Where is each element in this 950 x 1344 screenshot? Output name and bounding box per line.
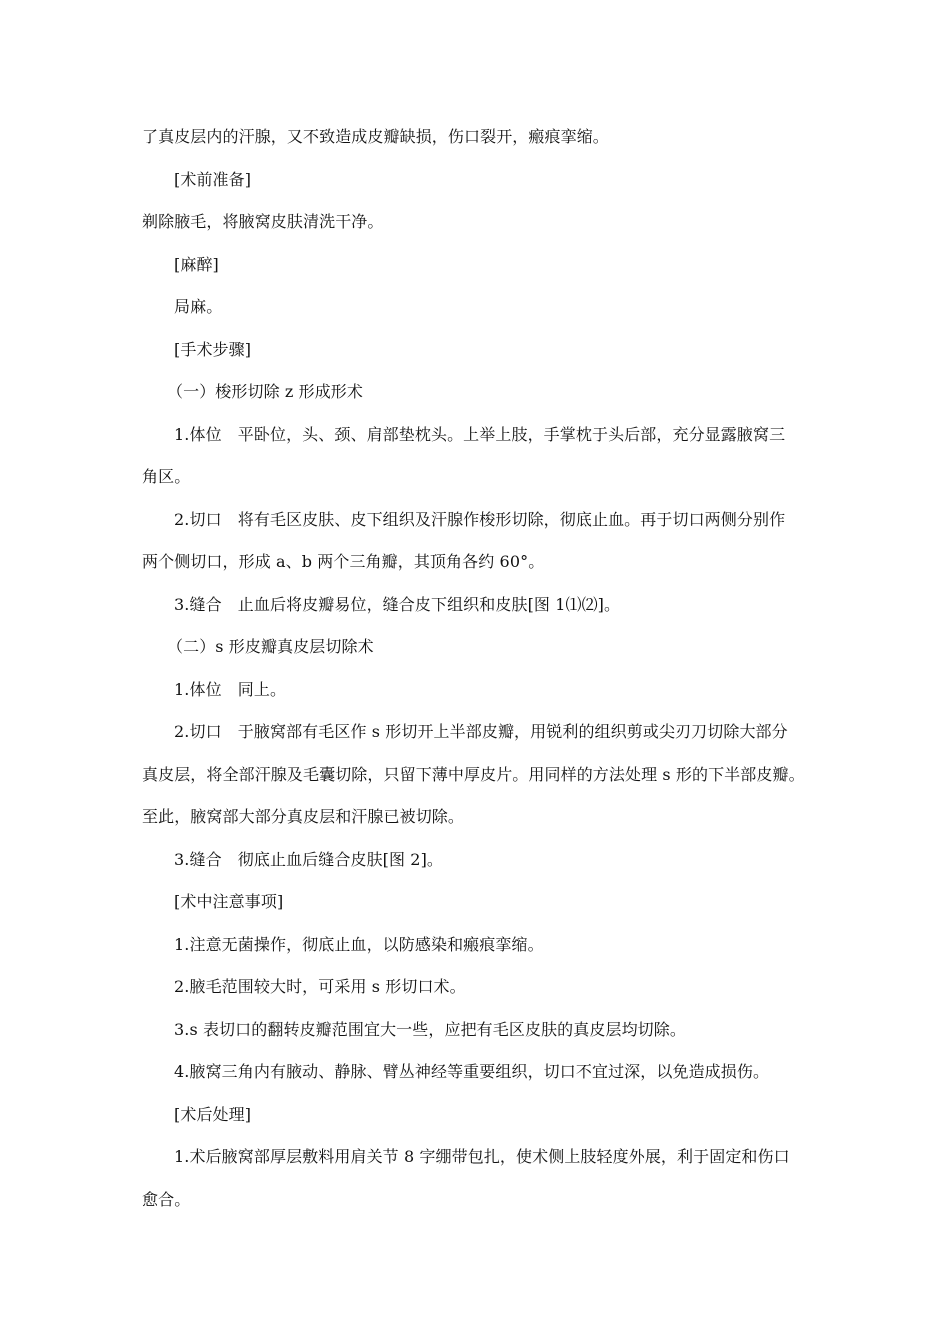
paragraph-line: 3.缝合 彻底止血后缝合皮肤[图 2]。	[174, 849, 444, 869]
paragraph-line: 两个侧切口，形成 a、b 两个三角瓣，其顶角各约 60°。	[142, 552, 545, 571]
paragraph-line: 2.切口 于腋窝部有毛区作 s 形切开上半部皮瓣，用锐利的组织剪或尖刃刀切除大部分	[174, 722, 788, 741]
section-heading-steps: [手术步骤]	[174, 339, 252, 359]
paragraph-line: 局麻。	[174, 297, 223, 316]
paragraph-line: 4.腋窝三角内有腋动、静脉、臂丛神经等重要组织，切口不宜过深，以免造成损伤。	[174, 1062, 770, 1081]
paragraph-line: 至此，腋窝部大部分真皮层和汗腺已被切除。	[142, 807, 465, 826]
document-body	[142, 116, 812, 1221]
subsection-heading-1: （一）梭形切除 z 形成形术	[167, 382, 364, 401]
paragraph-line: 真皮层，将全部汗腺及毛囊切除，只留下薄中厚皮片。用同样的方法处理 s 形的下半部皮瓣。	[142, 764, 805, 784]
section-heading-anesthesia: [麻醉]	[174, 254, 219, 274]
paragraph-line: 2.切口 将有毛区皮肤、皮下组织及汗腺作梭形切除，彻底止血。再于切口两侧分别作	[174, 509, 786, 529]
paragraph-line: 角区。	[142, 467, 191, 486]
paragraph-line: 1.体位 同上。	[174, 679, 287, 699]
paragraph-line: 1.体位 平卧位，头、颈、肩部垫枕头。上举上肢，手掌枕于头后部，充分显露腋窝三	[174, 424, 786, 444]
paragraph-line: 3.s 表切口的翻转皮瓣范围宜大一些，应把有毛区皮肤的真皮层均切除。	[174, 1019, 686, 1039]
section-heading-intraop-notes: [术中注意事项]	[174, 892, 284, 911]
subsection-heading-2: （二）s 形皮瓣真皮层切除术	[167, 637, 374, 656]
paragraph-line: 1.术后腋窝部厚层敷料用肩关节 8 字绷带包扎，使术侧上肢轻度外展，利于固定和伤口	[174, 1147, 790, 1166]
section-heading-postop: [术后处理]	[174, 1104, 252, 1124]
paragraph-line: 2.腋毛范围较大时，可采用 s 形切口术。	[174, 977, 466, 996]
paragraph-line: 1.注意无菌操作，彻底止血，以防感染和瘢痕挛缩。	[174, 934, 544, 954]
paragraph-line: 愈合。	[142, 1189, 191, 1209]
paragraph-line: 剃除腋毛，将腋窝皮肤清洗干净。	[142, 212, 384, 231]
paragraph-line: 了真皮层内的汗腺，又不致造成皮瓣缺损，伤口裂开，瘢痕挛缩。	[142, 127, 609, 146]
paragraph-line: 3.缝合 止血后将皮瓣易位，缝合皮下组织和皮肤[图 1⑴⑵]。	[174, 594, 621, 614]
section-heading-preop: [术前准备]	[174, 169, 252, 189]
